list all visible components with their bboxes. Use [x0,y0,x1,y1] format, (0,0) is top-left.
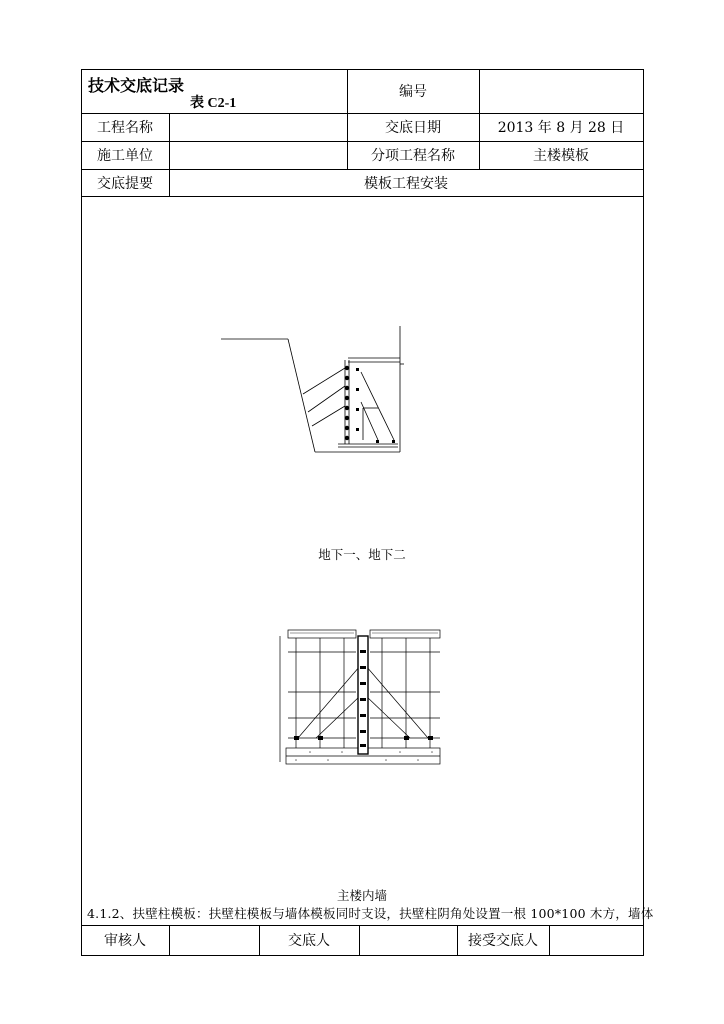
reviewer-label: 审核人 [104,933,146,949]
project-name-label: 工程名称 [97,120,153,136]
date-value: 2013 年 8 月 28 日 [497,120,625,136]
table-right-border [643,69,644,955]
discloser-value [359,925,457,955]
body-paragraph: 4.1.2、扶壁柱模板：扶壁柱模板与墙体模板同时支设，扶壁柱阴角处设置一根 100*100 木方，墙体 [87,906,654,921]
discloser-label: 交底人 [288,933,330,949]
unit-label: 施工单位 [97,148,153,164]
table-row-divider-4 [81,196,644,197]
subitem-value: 主楼模板 [533,148,589,164]
figure-2-caption: 主楼内墙 [336,888,387,903]
table-left-border [81,69,82,955]
document-title: 技术交底记录 [88,76,185,95]
unit-value [169,141,347,169]
form-code: 表 C2-1 [190,96,237,111]
receiver-value [549,925,643,955]
project-name-value [169,113,347,141]
summary-label: 交底提要 [97,175,153,192]
reviewer-value [169,925,259,955]
inner-wall-formwork-drawing [276,626,450,768]
date-label: 交底日期 [385,120,441,136]
receiver-label: 接受交底人 [468,933,538,949]
basement-formwork-drawing [218,322,408,457]
number-value [479,69,643,113]
figure-1-caption: 地下一、地下二 [318,547,406,562]
summary-value: 模板工程安装 [364,175,448,192]
footer-bottom-border [81,955,644,956]
subitem-label: 分项工程名称 [371,148,455,164]
number-label: 编号 [399,84,427,100]
